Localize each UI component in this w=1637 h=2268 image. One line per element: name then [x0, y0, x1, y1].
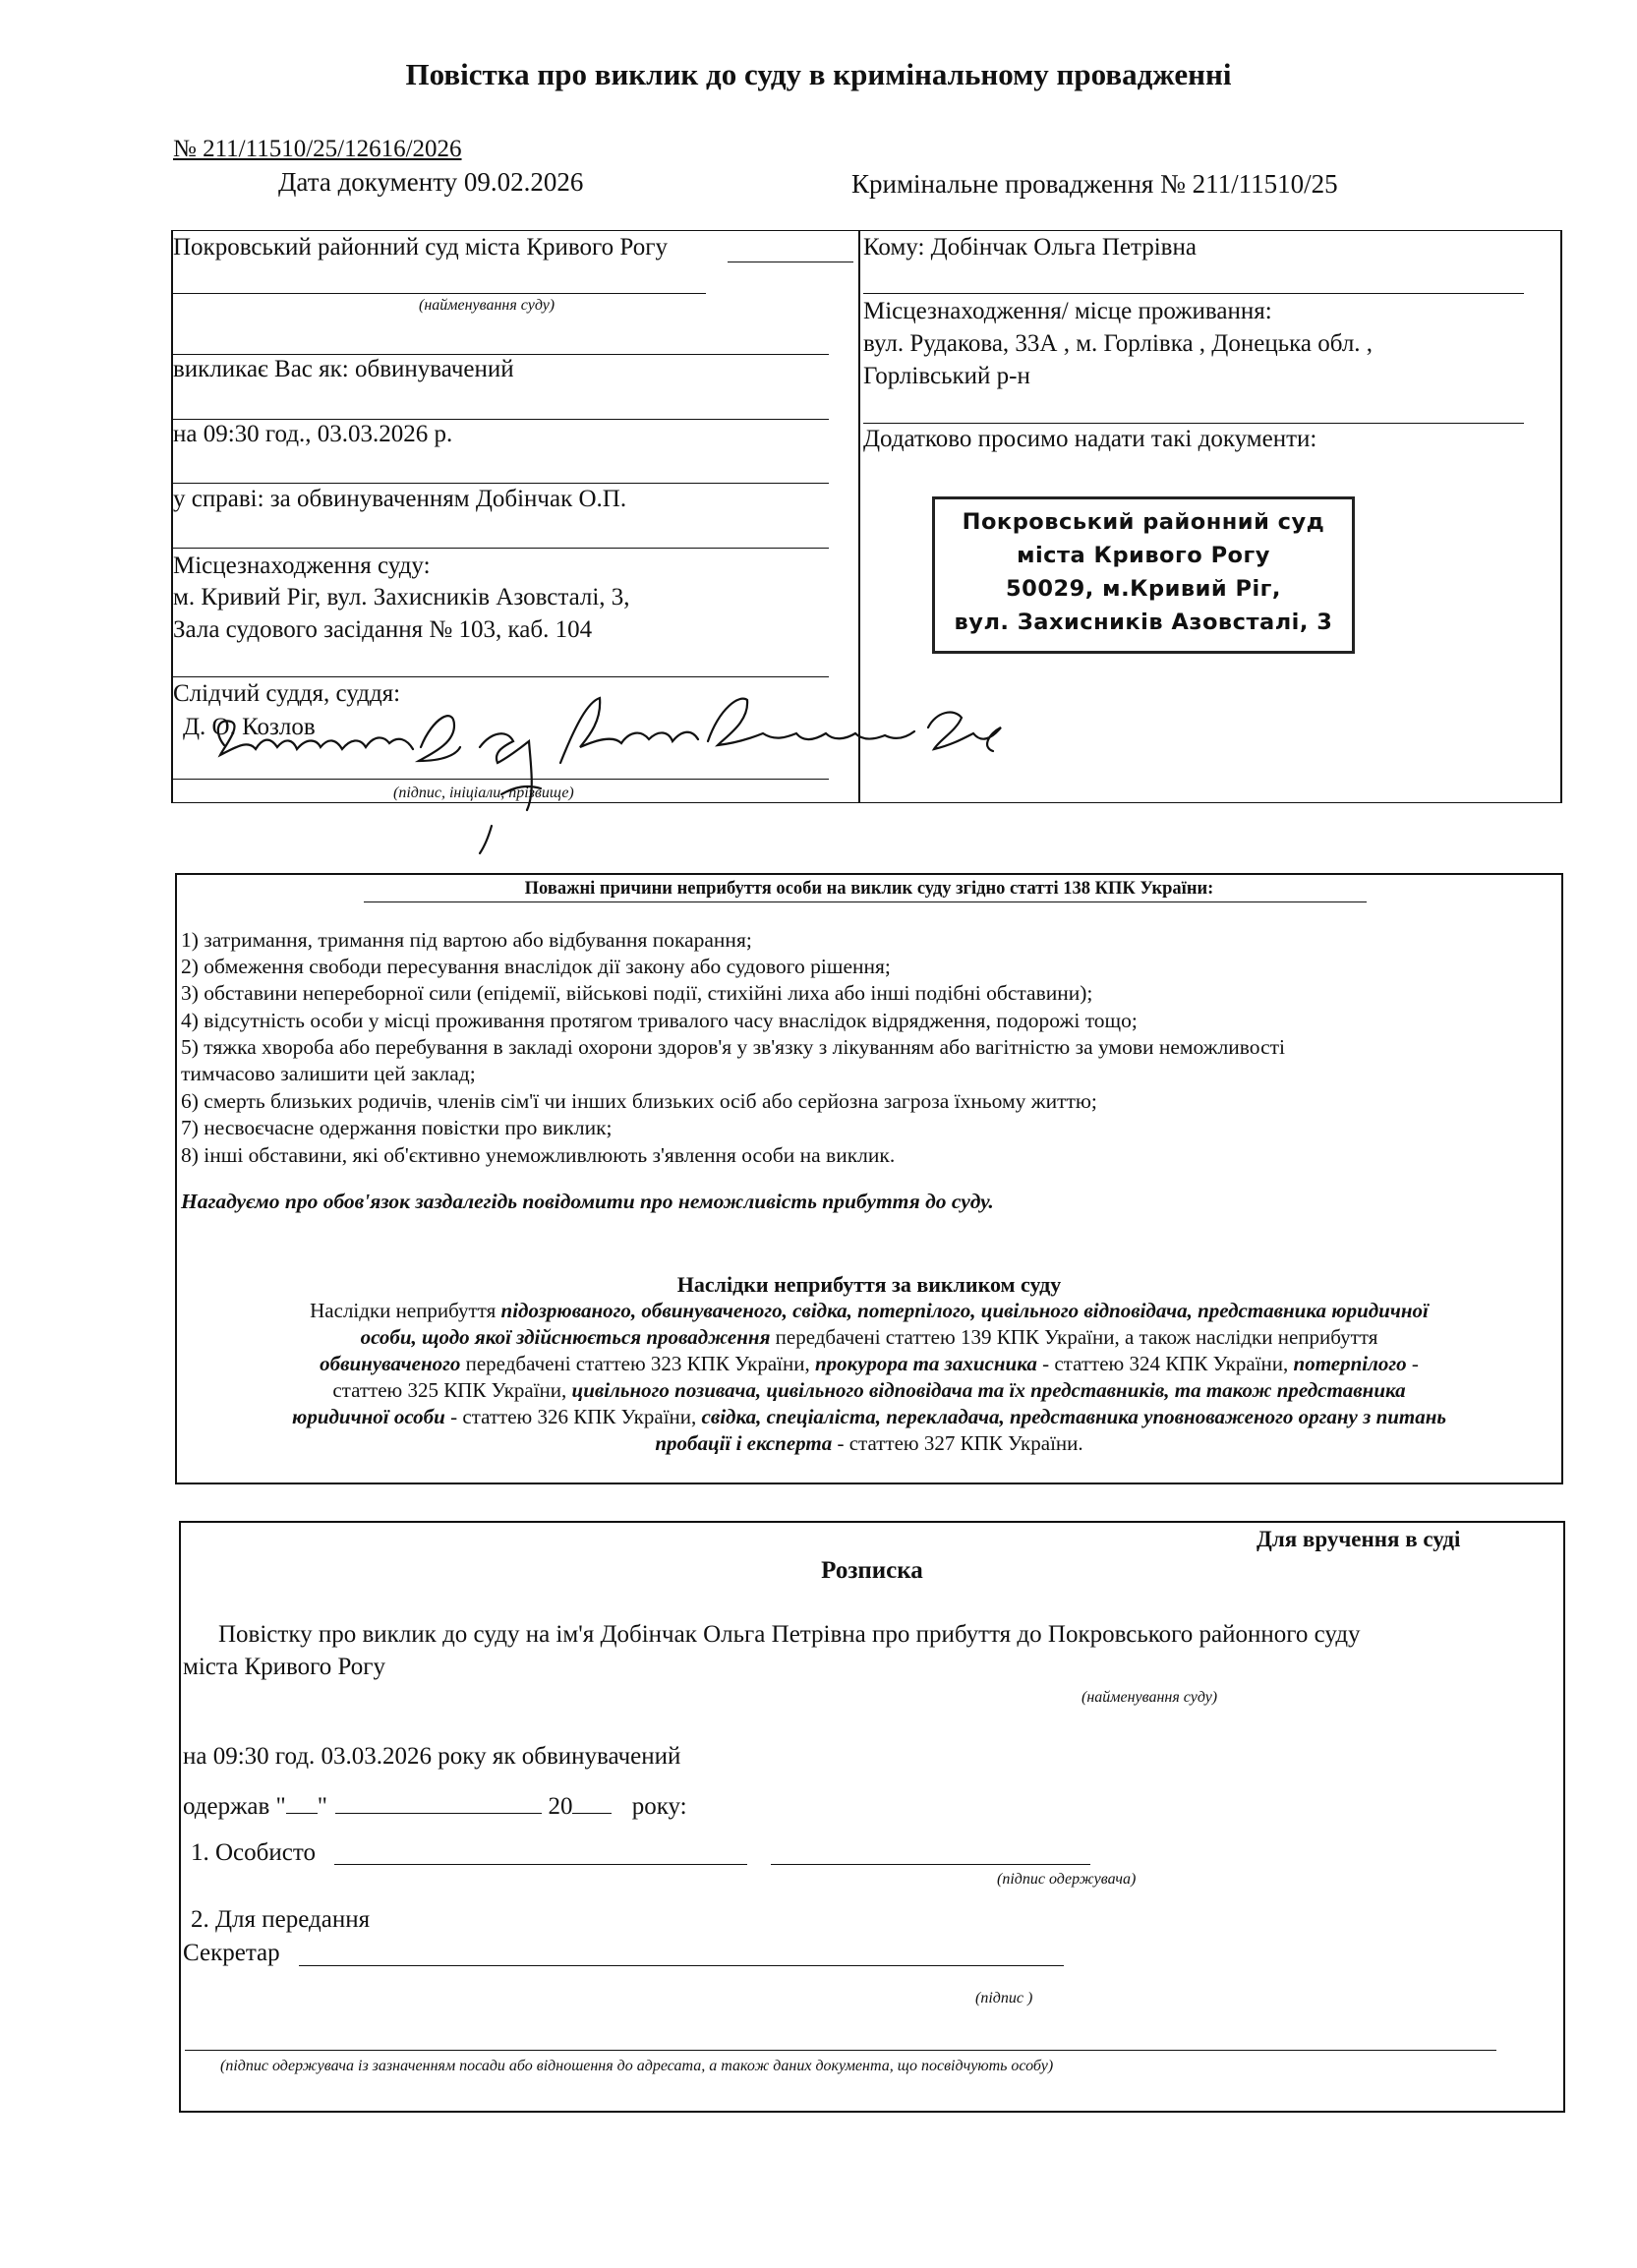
received-date-part: одержав " — [183, 1793, 286, 1820]
consequences-text-part: цивільного позивача, цивільного відповідача та їх представників, та також представника — [571, 1378, 1406, 1402]
receipt-text-line2: міста Кривого Рогу — [183, 1654, 386, 1680]
extra-documents-label: Додатково просимо надати такі документи: — [863, 426, 1317, 452]
judge-name: Д. О. Козлов — [183, 714, 316, 740]
reason-item: 1) затримання, тримання під вартою або відбування покарання; — [181, 928, 752, 952]
reason-item: тимчасово залишити цей заклад; — [181, 1062, 476, 1085]
recipient-signature-caption: (підпис одержувача) — [997, 1871, 1137, 1888]
consequences-text-part: юридичної особи — [291, 1405, 445, 1428]
reason-item: 5) тяжка хвороба або перебування в закладі охорони здоров'я у зв'язку з лікуванням або вагітністю за умови неможливості — [181, 1035, 1286, 1059]
document-date: Дата документу 09.02.2026 — [278, 167, 584, 197]
case-number: Кримінальне провадження № 211/11510/25 — [851, 169, 1338, 199]
received-day-blank[interactable] — [286, 1793, 318, 1814]
consequences-text-part: передбачені статтею 139 КПК України, а також наслідки неприбуття — [770, 1325, 1378, 1349]
consequences-text-part: прокурора та захисника — [814, 1352, 1037, 1375]
reminder: Нагадуємо про обов'язок заздалегідь повідомити про неможливість прибуття до суду. — [181, 1190, 994, 1213]
case-subject: у справі: за обвинуваченням Добінчак О.П. — [173, 486, 627, 512]
consequences-text-part: - статтею 327 КПК України. — [832, 1431, 1083, 1455]
secretary-signature-field[interactable] — [706, 1965, 1064, 1966]
consequences-text-part: свідка, спеціаліста, перекладача, представника уповноваженого органу з питань — [701, 1405, 1447, 1428]
secretary-label: Секретар — [183, 1940, 280, 1966]
court-name: Покровський районний суд міста Кривого Рогу — [173, 234, 668, 261]
consequences-title: Наслідки неприбуття за викликом суду — [676, 1272, 1062, 1297]
personal-field[interactable] — [334, 1864, 747, 1865]
consequences-text-part: передбачені статтею 323 КПК України, — [460, 1352, 815, 1375]
reason-item: 3) обставини непереборної сили (епідемії, військові події, стихійні лиха або інші подібні обставини); — [181, 981, 1093, 1005]
hearing-time: на 09:30 год., 03.03.2026 р. — [173, 421, 453, 447]
received-date-line — [183, 1793, 687, 1821]
received-month-blank[interactable] — [335, 1793, 542, 1814]
receipt-time-line: на 09:30 год. 03.03.2026 року як обвинувачений — [183, 1743, 681, 1770]
stamp-line1: Покровський районний суд — [962, 509, 1325, 535]
consequences-text-part: потерпілого — [1293, 1352, 1407, 1375]
transfer-label: 2. Для передання — [191, 1906, 371, 1933]
received-date-part: 20 — [548, 1793, 573, 1820]
personal-label: 1. Особисто — [191, 1839, 316, 1866]
page-title: Повістка про виклик до суду в кримінальному провадженні — [405, 57, 1232, 91]
summons-role: викликає Вас як: обвинувачений — [173, 356, 514, 382]
signature-caption: (підпис, ініціали, прізвище) — [393, 785, 574, 801]
document-number: № 211/11510/25/12616/2026 — [173, 136, 462, 162]
receipt-court-caption: (найменування суду) — [1082, 1689, 1218, 1706]
stamp-line4: вул. Захисників Азовсталі, 3 — [954, 610, 1333, 635]
received-year-blank[interactable] — [572, 1793, 612, 1814]
court-name-caption: (найменування суду) — [419, 297, 555, 314]
consequences-text-part: - статтею 324 КПК України, — [1036, 1352, 1294, 1375]
reason-item: 8) інші обставини, які об'єктивно унеможливлюють з'явлення особи на виклик. — [181, 1143, 896, 1167]
receipt-text-line1: Повістку про виклик до суду на ім'я Добінчак Ольга Петрівна про прибуття до Покровського районного суду — [218, 1621, 1361, 1648]
consequences-text-part: пробації і експерта — [655, 1431, 833, 1455]
consequences-text-part: обвинуваченого — [320, 1352, 461, 1375]
stamp-line2: міста Кривого Рогу — [1017, 543, 1270, 568]
consequences-text-part: підозрюваного, обвинуваченого, свідка, потерпілого, цивільного відповідача, представника юридичної — [500, 1299, 1429, 1322]
reasons-box — [175, 873, 1563, 1484]
reason-item: 7) несвоєчасне одержання повістки про виклик; — [181, 1116, 613, 1139]
received-date-part: року: — [631, 1793, 687, 1820]
secretary-signature-caption: (підпис ) — [975, 1990, 1033, 2006]
receipt-box — [179, 1521, 1565, 2113]
judge-signature — [197, 678, 1042, 855]
reasons-title: Поважні причини неприбуття особи на виклик суду згідно статті 138 КПК України: — [524, 879, 1214, 899]
address-label: Місцезнаходження/ місце проживання: — [863, 298, 1272, 324]
address-line1: вул. Рудакова, 33А , м. Горлівка , Донецька обл. , — [863, 330, 1374, 357]
consequences-text-part: Наслідки неприбуття — [310, 1299, 501, 1322]
footer-caption: (підпис одержувача із зазначенням посади або відношення до адресата, а також даних документа, що посвідчують особу) — [220, 2058, 1054, 2074]
receipt-title: Розписка — [821, 1557, 923, 1584]
stamp-line3: 50029, м.Кривий Ріг, — [1006, 576, 1281, 602]
consequences-text-part: - статтею 326 КПК України, — [444, 1405, 702, 1428]
consequences-text-part: особи, щодо якої здійснюється провадження — [360, 1325, 771, 1349]
reason-item: 4) відсутність особи у місці проживання протягом тривалого часу внаслідок відрядження, подорожі тощо; — [181, 1009, 1138, 1032]
received-date-part: " — [317, 1793, 327, 1820]
court-location-address: м. Кривий Ріг, вул. Захисників Азовсталі, 3, — [173, 584, 630, 611]
consequences-text-part: статтею 325 КПК України, — [332, 1378, 572, 1402]
courtroom: Зала судового засідання № 103, каб. 104 — [173, 616, 593, 643]
reason-item: 6) смерть близьких родичів, членів сім'ї чи інших близьких осіб або серйозна загроза їхньому життю; — [181, 1089, 1097, 1113]
recipient-signature-field[interactable] — [771, 1864, 1090, 1865]
judge-label: Слідчий суддя, суддя: — [173, 680, 401, 707]
court-stamp — [932, 496, 1355, 654]
reason-item: 2) обмеження свободи пересування внаслідок дії закону або судового рішення; — [181, 955, 891, 978]
court-location-label: Місцезнаходження суду: — [173, 552, 431, 579]
address-line2: Горлівський р-н — [863, 363, 1030, 389]
consequences-text — [177, 1298, 1561, 1457]
recipient: Кому: Добінчак Ольга Петрівна — [863, 234, 1197, 261]
secretary-field[interactable] — [299, 1965, 724, 1966]
for-court-delivery: Для вручення в суді — [1257, 1527, 1461, 1551]
consequences-text-part: - — [1406, 1352, 1419, 1375]
